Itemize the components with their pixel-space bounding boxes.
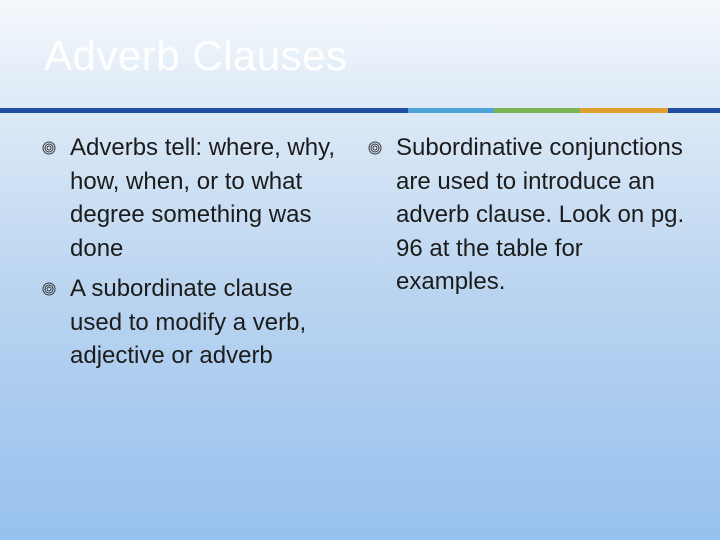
bullet-text: Adverbs tell: where, why, how, when, or to what degree something was done [70, 134, 335, 262]
accent-bar [0, 108, 720, 113]
bullet-item [40, 131, 340, 265]
bullet-text: A subordinate clause used to modify a verb, adjective or adverb [70, 275, 307, 369]
concentric-circle-bullet-icon [42, 282, 56, 296]
bullet-item [40, 272, 340, 373]
slide-title: Adverb Clauses [44, 32, 348, 79]
concentric-circle-bullet-icon [42, 141, 56, 155]
right-column [366, 131, 696, 306]
bullet-item [366, 131, 696, 299]
bullet-text: Subordinative conjunctions are used to introduce an adverb clause. Look on pg. 96 at the table for examples. [396, 134, 685, 295]
accent-bar-segment [668, 108, 720, 113]
accent-bar-segment [408, 108, 494, 113]
concentric-circle-bullet-icon [368, 141, 382, 155]
accent-bar-segment [0, 108, 408, 113]
accent-bar-segment [494, 108, 580, 113]
accent-bar-segment [580, 108, 668, 113]
left-column [40, 131, 340, 380]
